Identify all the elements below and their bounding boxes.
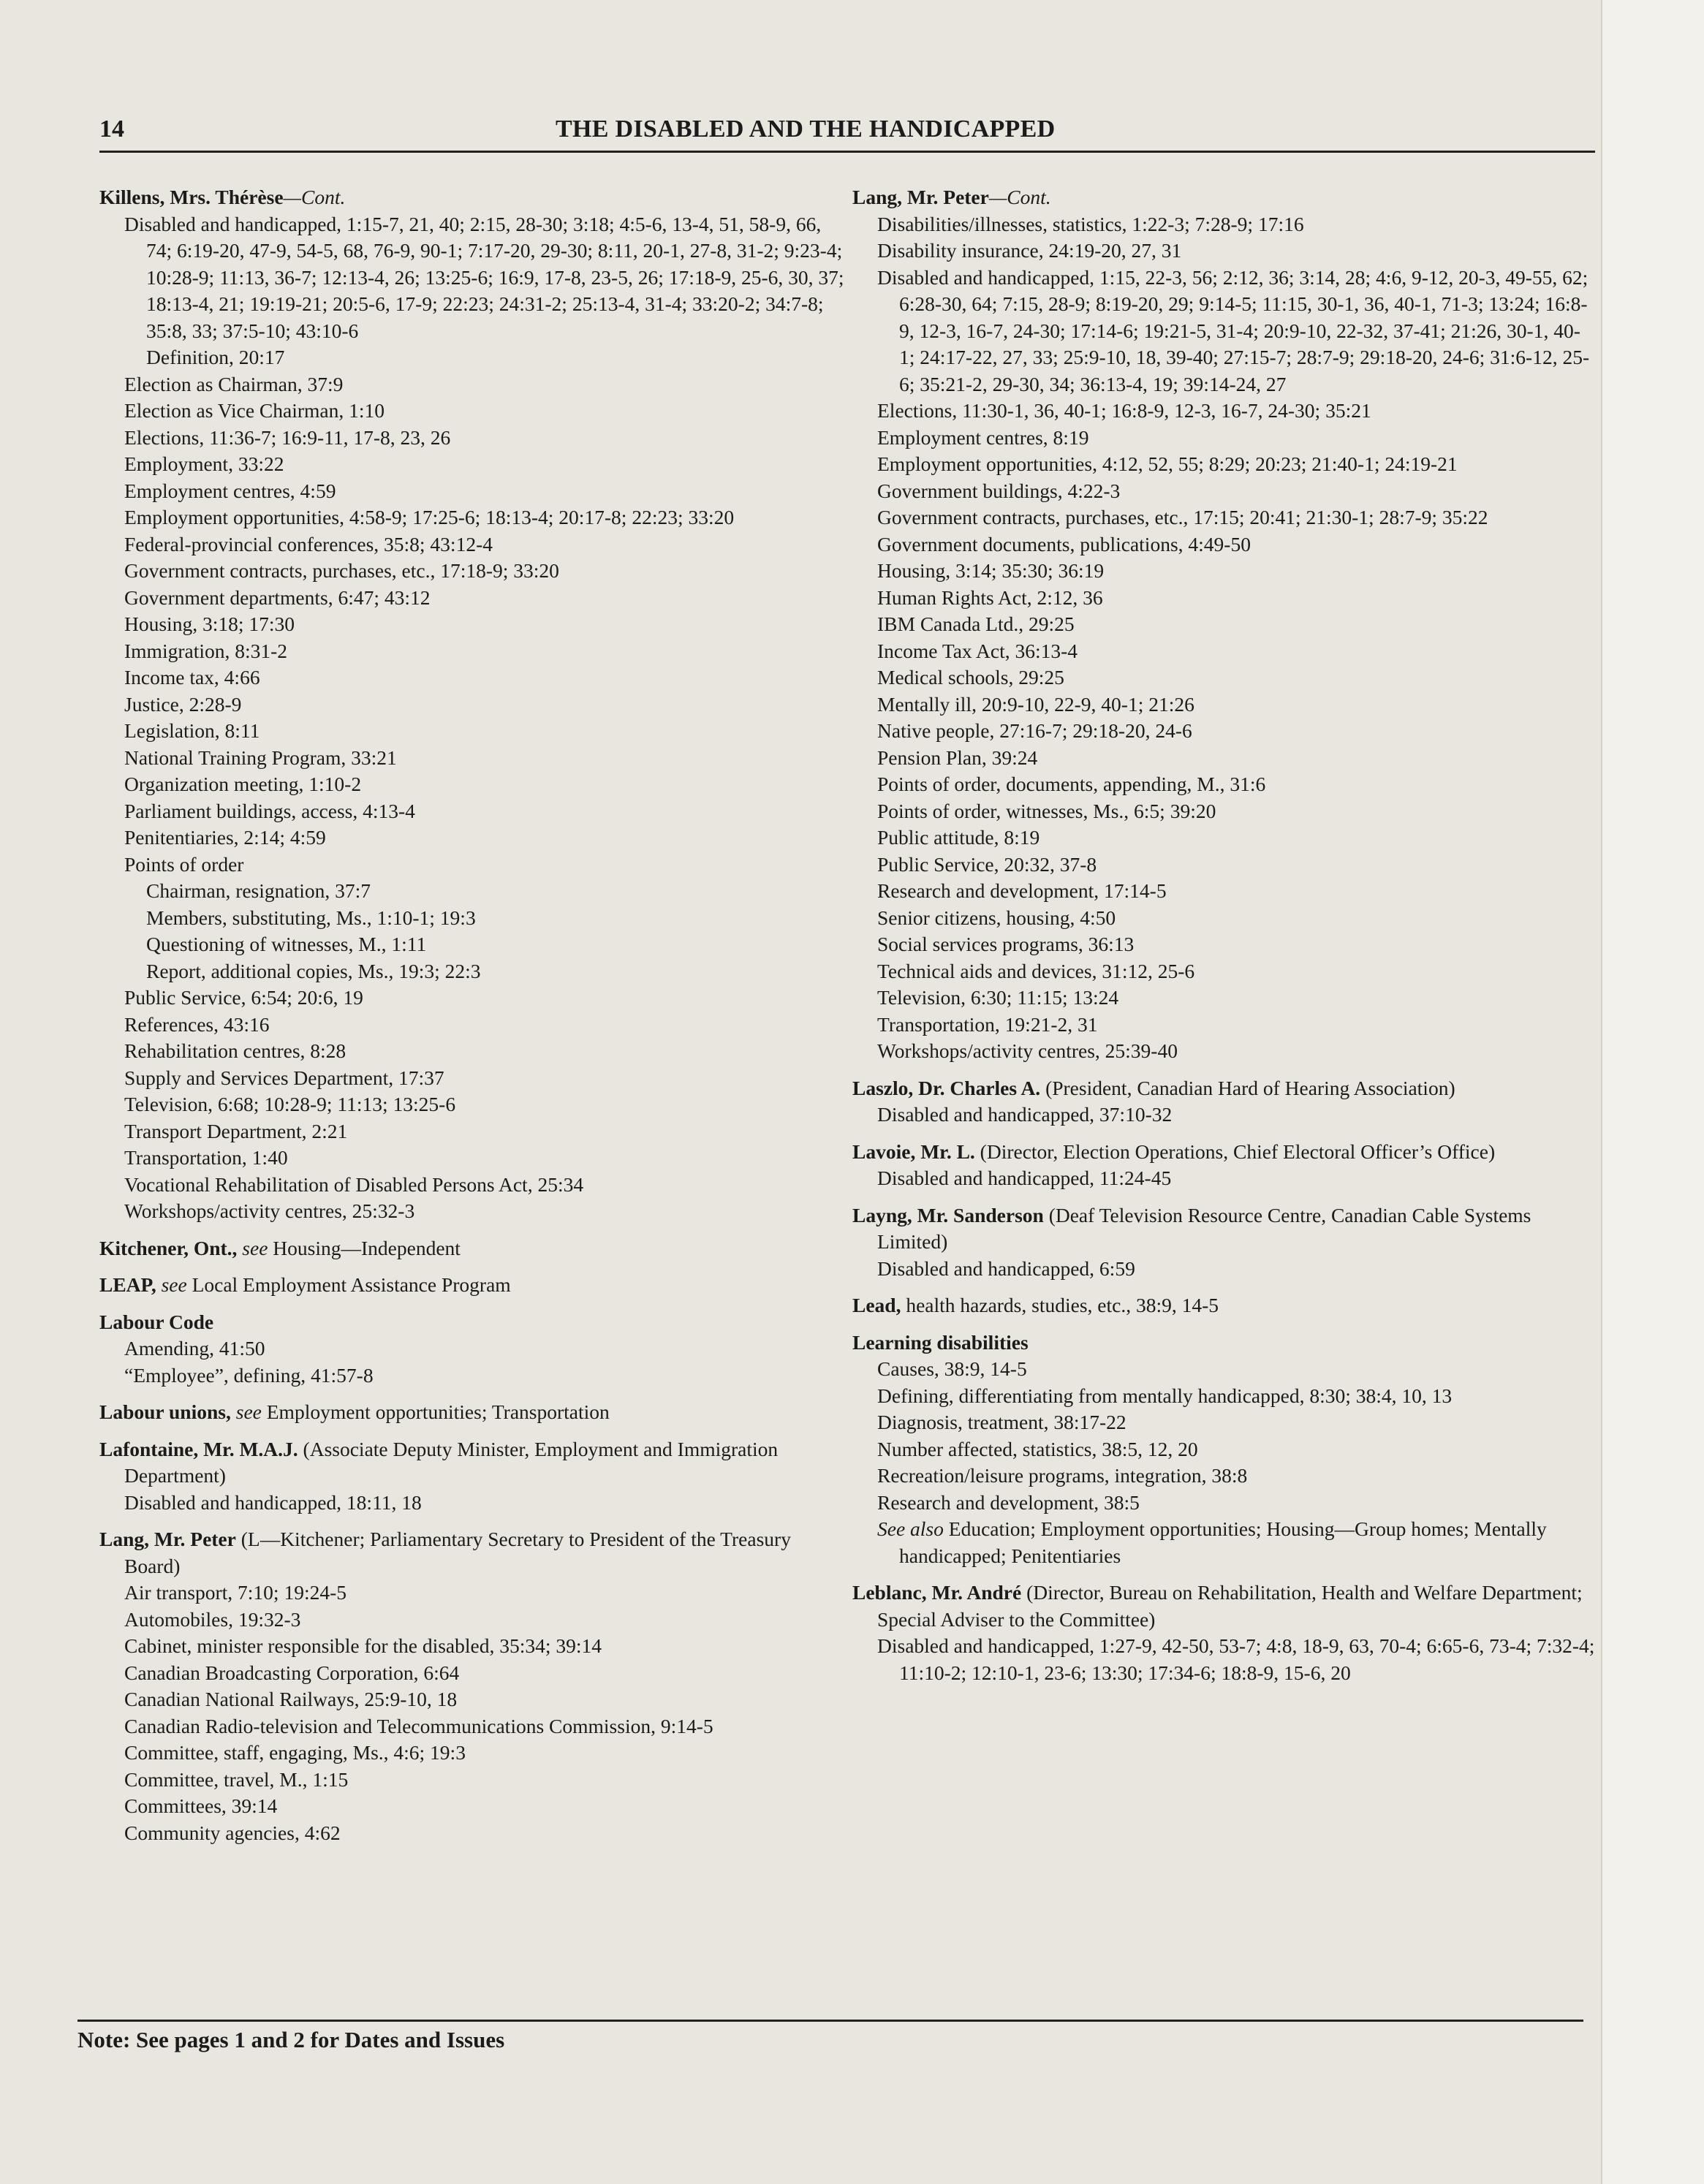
index-subentry: Research and development, 17:14-5 [877, 879, 1167, 902]
index-subentry: Cabinet, minister responsible for the disabled, 35:34; 39:14 [124, 1634, 602, 1657]
index-subentry: IBM Canada Ltd., 29:25 [877, 613, 1075, 635]
page-number: 14 [99, 115, 124, 143]
index-subentry: Pension Plan, 39:24 [877, 746, 1038, 769]
entry-name: Leblanc, Mr. André [852, 1581, 1022, 1604]
index-subentry: Workshops/activity centres, 25:39-40 [877, 1039, 1178, 1062]
index-subentry: Medical schools, 29:25 [877, 666, 1064, 689]
index-subentry: Employment opportunities, 4:58-9; 17:25-6; 18:13-4; 20:17-8; 22:23; 33:20 [124, 506, 735, 528]
index-subentry: Disabled and handicapped, 11:24-45 [877, 1167, 1172, 1189]
index-subentry: Employment opportunities, 4:12, 52, 55; 8:29; 20:23; 21:40-1; 24:19-21 [877, 452, 1458, 475]
index-subentry: Canadian National Railways, 25:9-10, 18 [124, 1688, 458, 1710]
index-subentry: Housing, 3:18; 17:30 [124, 613, 295, 635]
entry-heading [99, 1309, 845, 1336]
index-entry-laszlo [852, 1075, 1595, 1129]
index-subentry: Parliament buildings, access, 4:13-4 [124, 799, 415, 822]
entry-heading [99, 1272, 845, 1299]
index-subentry: Amending, 41:50 [124, 1337, 265, 1360]
entry-heading [852, 1580, 1595, 1633]
index-subentry: Points of order, documents, appending, M., 31:6 [877, 773, 1266, 795]
index-subentry: Disabled and handicapped, 37:10-32 [877, 1103, 1173, 1126]
index-subentry: Defining, differentiating from mentally handicapped, 8:30; 38:4, 10, 13 [877, 1384, 1453, 1407]
index-subentry: Committee, staff, engaging, Ms., 4:6; 19:3 [124, 1741, 466, 1764]
see-label: see [235, 1400, 262, 1423]
running-title: THE DISABLED AND THE HANDICAPPED [556, 115, 1056, 143]
entry-description: (President, Canadian Hard of Hearing Association) [1045, 1076, 1455, 1099]
index-subentry: Disability insurance, 24:19-20, 27, 31 [877, 239, 1182, 262]
entry-description: (Director, Election Operations, Chief Electoral Officer’s Office) [980, 1140, 1496, 1163]
index-subentry: Members, substituting, Ms., 1:10-1; 19:3 [146, 906, 476, 929]
index-entry-layng [852, 1202, 1595, 1283]
index-subentry: Questioning of witnesses, M., 1:11 [146, 933, 427, 955]
index-subentry: Committee, travel, M., 1:15 [124, 1767, 349, 1791]
cross-reference: Employment opportunities; Transportation [266, 1400, 610, 1423]
index-subentry: Television, 6:30; 11:15; 13:24 [877, 986, 1119, 1009]
index-subentry: Transport Department, 2:21 [124, 1119, 348, 1142]
footer-note: Note: See pages 1 and 2 for Dates and Issues [77, 2027, 505, 2052]
see-also-line [852, 1516, 1595, 1569]
index-subentry: Disabled and handicapped, 1:15, 22-3, 56; 2:12, 36; 3:14, 28; 4:6, 9-12, 20-3, 49-55, 62; 6:28-30, 64; 7:15, 28-9; 8:19-20, 29; 9:14-5; 11:15, 30-1, 36, 40-1, 71-3; 13:24; 16:8-9, 12-3, 16-7, 24-30; 17:14-6; 19:21-5, 31-4; 20:9-10, 22-32, 37-41; 21:26, 30-1, 40-1; 24:17-22, 27, 33; 25:9-10, 18, 39-40; 27:15-7; 28:7-9; 29:18-20, 24-6; 31:6-12, 25-6; 35:21-2, 29-30, 34; 36:13-4, 19; 39:14-24, 27 [877, 265, 1590, 395]
left-column [99, 184, 845, 1857]
index-subentry: Community agencies, 4:62 [124, 1821, 341, 1844]
index-subentry: Election as Vice Chairman, 1:10 [124, 399, 385, 422]
header-rule [99, 151, 1595, 153]
index-entry-leblanc [852, 1580, 1595, 1686]
cross-reference: Housing—Independent [273, 1236, 461, 1259]
index-entry-labour-code [99, 1309, 845, 1389]
index-subentry: Supply and Services Department, 17:37 [124, 1066, 444, 1089]
entry-name: LEAP, [99, 1273, 156, 1296]
index-entry-lang [99, 1526, 845, 1846]
entry-name: Lang, Mr. Peter [852, 186, 989, 208]
index-subentry: Disabled and handicapped, 18:11, 18 [124, 1490, 422, 1514]
see-label: see [161, 1273, 187, 1296]
entry-name: Lang, Mr. Peter [99, 1528, 236, 1550]
index-entry-killens [99, 184, 845, 1225]
entry-heading [99, 1399, 845, 1426]
entry-description: (Associate Deputy Minister, Employment and Immigration Department) [124, 1437, 779, 1487]
index-entry-lavoie [852, 1139, 1595, 1192]
index-entry-learning-disabilities [852, 1330, 1595, 1570]
index-subentry: References, 43:16 [124, 1012, 270, 1036]
entry-description: health hazards, studies, etc., 38:9, 14-5 [906, 1294, 1219, 1316]
index-subentry: Organization meeting, 1:10-2 [124, 773, 362, 795]
index-subentry: Television, 6:68; 10:28-9; 11:13; 13:25-6 [124, 1093, 456, 1115]
index-subentry: National Training Program, 33:21 [124, 746, 397, 769]
entry-name: Lavoie, Mr. L. [852, 1140, 975, 1163]
index-subentry: Rehabilitation centres, 8:28 [124, 1039, 347, 1062]
index-subentry: Public attitude, 8:19 [877, 826, 1040, 849]
index-subentry: Diagnosis, treatment, 38:17-22 [877, 1411, 1126, 1433]
index-subentry: Income tax, 4:66 [124, 666, 260, 689]
index-subentry: Government documents, publications, 4:49-50 [877, 532, 1251, 556]
index-subentry: Elections, 11:36-7; 16:9-11, 17-8, 23, 26 [124, 425, 451, 449]
index-subentry: Research and development, 38:5 [877, 1490, 1140, 1514]
index-subentry: Immigration, 8:31-2 [124, 639, 288, 662]
entry-heading [99, 1526, 845, 1580]
entry-description: (Deaf Television Resource Centre, Canadian Cable Systems Limited) [877, 1203, 1531, 1253]
index-entry-kitchener [99, 1235, 845, 1262]
index-subentry: Employment centres, 4:59 [124, 479, 336, 502]
entry-heading [99, 184, 845, 211]
entry-description: (L—Kitchener; Parliamentary Secretary to President of the Treasury Board) [124, 1528, 791, 1577]
see-label: see [242, 1236, 268, 1259]
index-subentry: Points of order [124, 852, 244, 876]
index-subentry: Automobiles, 19:32-3 [124, 1607, 301, 1631]
index-subentry: Report, additional copies, Ms., 19:3; 22:3 [146, 959, 481, 982]
index-subentry: Government departments, 6:47; 43:12 [124, 585, 431, 609]
index-subentry: Employment, 33:22 [124, 452, 284, 475]
index-entry-lead [852, 1292, 1595, 1319]
index-subentry: Technical aids and devices, 31:12, 25-6 [877, 959, 1195, 982]
index-subentry: Government contracts, purchases, etc., 17:15; 20:41; 21:30-1; 28:7-9; 35:22 [877, 506, 1488, 528]
footer-rule [77, 2020, 1583, 2022]
index-subentry: Canadian Broadcasting Corporation, 6:64 [124, 1661, 460, 1684]
index-subentry: Vocational Rehabilitation of Disabled Persons Act, 25:34 [124, 1172, 584, 1196]
index-subentry: Recreation/leisure programs, integration, 38:8 [877, 1464, 1248, 1487]
index-subentry: Chairman, resignation, 37:7 [146, 879, 371, 902]
index-entry-lang-continued [852, 184, 1595, 1065]
index-subentry: Disabled and handicapped, 6:59 [877, 1256, 1135, 1280]
index-subentry: Election as Chairman, 37:9 [124, 372, 344, 395]
entry-name: Lead, [852, 1294, 901, 1316]
entry-heading [852, 1075, 1595, 1102]
index-subentry: “Employee”, defining, 41:57-8 [124, 1363, 374, 1387]
index-subentry: Air transport, 7:10; 19:24-5 [124, 1581, 347, 1604]
index-subentry: Public Service, 6:54; 20:6, 19 [124, 986, 363, 1009]
entry-name: Labour unions, [99, 1400, 231, 1423]
entry-heading [852, 184, 1595, 211]
index-subentry: Points of order, witnesses, Ms., 6:5; 39:20 [877, 799, 1216, 822]
index-subentry: Housing, 3:14; 35:30; 36:19 [877, 559, 1105, 582]
index-entry-leap [99, 1272, 845, 1299]
entry-description: (Director, Bureau on Rehabilitation, Health and Welfare Department; Special Adviser to the Committee) [877, 1581, 1583, 1631]
index-subentry: Justice, 2:28-9 [124, 692, 242, 716]
index-subentry: Human Rights Act, 2:12, 36 [877, 585, 1103, 609]
index-subentry: Native people, 27:16-7; 29:18-20, 24-6 [877, 719, 1192, 742]
index-subentry: Mentally ill, 20:9-10, 22-9, 40-1; 21:26 [877, 692, 1194, 716]
index-subentry: Disabled and handicapped, 1:27-9, 42-50, 53-7; 4:8, 18-9, 63, 70-4; 6:65-6, 73-4; 7:32-4; 11:10-2; 12:10-1, 23-6; 13:30; 17:34-6; 18:8-9, 15-6, 20 [877, 1634, 1595, 1684]
entry-heading [99, 1235, 845, 1262]
index-subentry: Employment centres, 8:19 [877, 425, 1089, 449]
entry-name: Laszlo, Dr. Charles A. [852, 1076, 1041, 1099]
index-subentry: Public Service, 20:32, 37-8 [877, 852, 1097, 876]
adjacent-page-edge [1601, 0, 1704, 2184]
entry-name: Kitchener, Ont., [99, 1236, 238, 1259]
index-subentry: Transportation, 19:21-2, 31 [877, 1012, 1098, 1036]
right-column [852, 184, 1595, 1696]
index-entry-lafontaine [99, 1436, 845, 1517]
continued-label: —Cont. [283, 186, 346, 208]
entry-name: Learning disabilities [852, 1330, 1029, 1354]
cross-reference: Local Employment Assistance Program [192, 1273, 511, 1296]
entry-name: Labour Code [99, 1310, 214, 1333]
entry-heading [852, 1292, 1595, 1319]
index-subentry: Penitentiaries, 2:14; 4:59 [124, 826, 326, 849]
entry-name: Lafontaine, Mr. M.A.J. [99, 1437, 298, 1460]
index-subentry: Committees, 39:14 [124, 1794, 278, 1817]
entry-name: Killens, Mrs. Thérèse [99, 186, 284, 208]
index-entry-labour-unions [99, 1399, 845, 1426]
index-subentry: Federal-provincial conferences, 35:8; 43:12-4 [124, 532, 493, 556]
index-subentry: Elections, 11:30-1, 36, 40-1; 16:8-9, 12-3, 16-7, 24-30; 35:21 [877, 399, 1371, 422]
entry-heading [99, 1436, 845, 1490]
cross-reference: Education; Employment opportunities; Housing—Group homes; Mentally handicapped; Penitentiaries [899, 1517, 1547, 1567]
continued-label: —Cont. [988, 186, 1051, 208]
entry-heading [852, 1139, 1595, 1166]
index-subentry: Causes, 38:9, 14-5 [877, 1357, 1027, 1380]
see-also-label: See also [877, 1517, 944, 1540]
index-subentry: Transportation, 1:40 [124, 1146, 288, 1169]
index-subentry: Social services programs, 36:13 [877, 933, 1135, 955]
entry-name: Layng, Mr. Sanderson [852, 1203, 1044, 1226]
entry-heading [852, 1330, 1595, 1357]
index-subentry: Number affected, statistics, 38:5, 12, 20 [877, 1437, 1198, 1460]
index-subentry: Government buildings, 4:22-3 [877, 479, 1121, 502]
index-subentry: Workshops/activity centres, 25:32-3 [124, 1199, 415, 1222]
index-subentry: Legislation, 8:11 [124, 719, 260, 742]
index-subentry: Canadian Radio-television and Telecommunications Commission, 9:14-5 [124, 1714, 713, 1737]
index-subentry: Senior citizens, housing, 4:50 [877, 906, 1116, 929]
index-subentry: Disabilities/illnesses, statistics, 1:22-3; 7:28-9; 17:16 [877, 212, 1304, 235]
index-subentry: Disabled and handicapped, 1:15-7, 21, 40; 2:15, 28-30; 3:18; 4:5-6, 13-4, 51, 58-9, 66, 74; 6:19-20, 47-9, 54-5, 68, 76-9, 90-1; 7:17-20, 29-30; 8:11, 20-1, 27-8, 31-2; 9:23-4; 10:28-9; 11:13, 36-7; 12:13-4, 26; 13:25-6; 16:9, 17-8, 23-5, 26; 17:18-9, 25-6, 30, 37; 18:13-4, 21; 19:19-21; 20:5-6, 17-9; 22:23; 24:31-2; 25:13-4, 31-4; 33:20-2; 34:7-8; 35:8, 33; 37:5-10; 43:10-6 [124, 212, 844, 342]
index-subentry: Income Tax Act, 36:13-4 [877, 639, 1078, 662]
index-subentry: Definition, 20:17 [146, 346, 285, 368]
entry-heading [852, 1202, 1595, 1256]
index-subentry: Government contracts, purchases, etc., 17:18-9; 33:20 [124, 559, 559, 582]
